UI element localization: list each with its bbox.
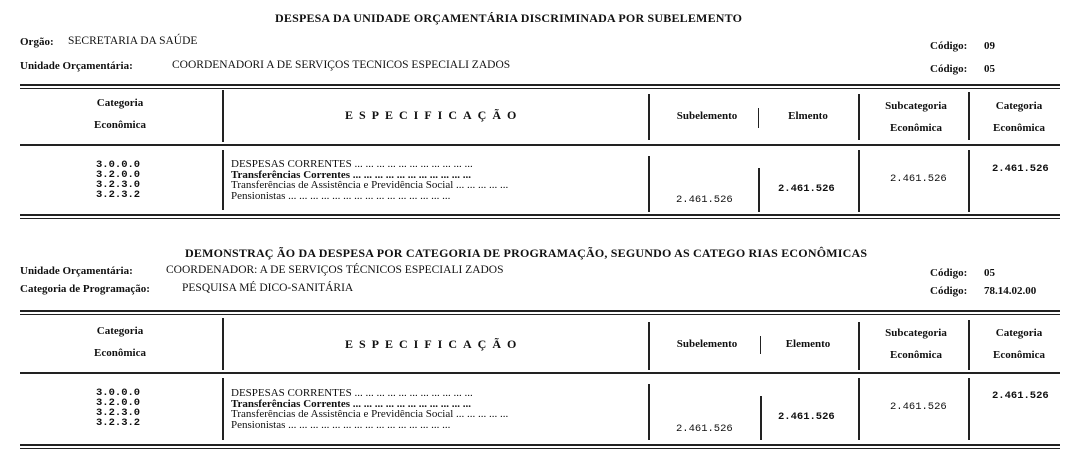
header-subcategoria (868, 322, 964, 366)
row-label: Transferências Correntes ... ... ... ... ... ... ... ... ... ... ... (231, 397, 472, 410)
header-categoria-line1: Categoria (995, 100, 1043, 112)
row-codes (96, 388, 140, 428)
header-elemento: Elmento (788, 110, 828, 122)
row-labels (231, 388, 508, 430)
codigo-label-unidade-2: Código: (930, 267, 968, 279)
table2-col-divider (968, 378, 970, 440)
codigo-value-unidade: 05 (984, 63, 995, 75)
row-code: 3.2.3.0 (96, 179, 141, 191)
section1-title: DESPESA DA UNIDADE ORÇAMENTÁRIA DISCRIMINADA POR SUBELEMENTO (275, 11, 743, 25)
programacao-value: PESQUISA MÉ DICO-SANITÁRIA (182, 282, 354, 294)
header-economica: Econômica (94, 119, 146, 131)
value-subcategoria: 2.461.526 (890, 173, 947, 185)
table1-top-rule (20, 84, 1060, 86)
value-categoria: 2.461.526 (992, 163, 1049, 175)
codigo-label-orgao: Código: (930, 40, 968, 52)
row-code: 3.2.3.2 (96, 189, 141, 201)
table2-top-rule (20, 310, 1060, 312)
row-label: Transferências de Assistência e Previdência Social ... ... ... ... ... (231, 408, 509, 420)
table1-top-rule-2 (20, 88, 1060, 89)
row-label: DESPESAS CORRENTES ... ... ... ... ... ... ... ... ... ... ... (231, 158, 473, 170)
table2-col-divider (760, 336, 761, 354)
section2-title: DEMONSTRAÇ ÃO DA DESPESA POR CATEGORIA DE PROGRAMAÇÃO, SEGUNDO AS CATEGO RIAS ECONÔMICAS (185, 246, 868, 260)
header-categoria-economica (70, 92, 170, 136)
header-especificacao: ESPECIFICAÇÃO (345, 337, 523, 351)
table1-col-divider (648, 156, 650, 212)
table2-col-divider (222, 318, 224, 370)
table1-header-rule (20, 144, 1060, 146)
table1-bottom-rule (20, 214, 1060, 216)
table1-col-divider (758, 108, 759, 128)
table2-col-divider (858, 378, 860, 440)
table2-col-divider (968, 320, 970, 370)
table1-col-divider (968, 150, 970, 212)
row-code: 3.2.3.2 (96, 417, 141, 429)
header-subcategoria-line1: Subcategoria (885, 327, 947, 339)
row-label: Transferências Correntes ... ... ... ... ... ... ... ... ... ... ... (231, 168, 472, 181)
table2-col-divider (222, 378, 224, 440)
row-label: Pensionistas ... ... ... ... ... ... ... ... ... ... ... ... ... ... ... (231, 189, 451, 202)
header-subelemento: Subelemento (676, 110, 738, 122)
row-label: Pensionistas ... ... ... ... ... ... ... ... ... ... ... ... ... ... ... (231, 418, 451, 431)
row-codes (96, 160, 140, 200)
table2-top-rule-2 (20, 314, 1060, 315)
header-subcategoria-line2: Econômica (890, 122, 942, 134)
header-categoria-col (975, 322, 1063, 366)
header-categoria-line1: Categoria (995, 327, 1043, 339)
orgao-value: SECRETARIA DA SAÚDE (68, 35, 198, 47)
table1-col-divider (222, 150, 224, 210)
table1-bottom-rule-2 (20, 218, 1060, 219)
codigo-label-programacao: Código: (930, 285, 968, 297)
header-subcategoria-line2: Econômica (890, 349, 942, 361)
table2-col-divider (760, 396, 762, 440)
unidade-value-2: COORDENADOR: A DE SERVIÇOS TÉCNICOS ESPECIALI ZADOS (166, 264, 504, 276)
row-label: Transferências de Assistência e Previdência Social ... ... ... ... ... (231, 179, 509, 191)
table1-col-divider (222, 90, 224, 142)
codigo-value-orgao: 09 (984, 40, 995, 52)
value-subelemento: 2.461.526 (676, 423, 733, 435)
codigo-value-programacao: 78.14.02.00 (984, 285, 1037, 297)
row-code: 3.0.0.0 (96, 159, 141, 171)
row-labels (231, 159, 508, 201)
codigo-value-unidade-2: 05 (984, 267, 995, 279)
header-subcategoria (868, 95, 964, 139)
header-subcategoria-line1: Subcategoria (885, 100, 947, 112)
orgao-label: Orgão: (20, 36, 54, 48)
header-categoria: Categoria (96, 97, 144, 109)
header-economica: Econômica (94, 347, 146, 359)
header-subelemento: Subelemento (676, 338, 738, 350)
table2-bottom-rule (20, 444, 1060, 446)
header-categoria-col (975, 95, 1063, 139)
table2-bottom-rule-2 (20, 448, 1060, 449)
value-elemento: 2.461.526 (778, 411, 835, 423)
value-subelemento: 2.461.526 (676, 194, 733, 206)
row-code: 3.2.0.0 (96, 397, 141, 409)
row-code: 3.2.0.0 (96, 169, 141, 181)
programacao-label: Categoria de Programação: (20, 283, 150, 295)
value-elemento: 2.461.526 (778, 183, 835, 195)
header-especificacao: ESPECIFICAÇÃO (345, 108, 523, 122)
table1-col-divider (758, 168, 760, 212)
table1-col-divider (648, 94, 650, 140)
row-code: 3.0.0.0 (96, 387, 141, 399)
codigo-label-unidade: Código: (930, 63, 968, 75)
table1-col-divider (968, 92, 970, 140)
unidade-label-2: Unidade Orçamentária: (20, 265, 133, 277)
header-categoria-line2: Econômica (993, 122, 1045, 134)
value-categoria: 2.461.526 (992, 390, 1049, 402)
header-categoria-line2: Econômica (993, 349, 1045, 361)
row-label: DESPESAS CORRENTES ... ... ... ... ... ... ... ... ... ... ... (231, 387, 473, 399)
table2-col-divider (858, 322, 860, 370)
table2-header-rule (20, 372, 1060, 374)
value-subcategoria: 2.461.526 (890, 401, 947, 413)
header-elemento: Elemento (785, 338, 831, 350)
table2-col-divider (648, 322, 650, 370)
table1-col-divider (858, 150, 860, 212)
unidade-label: Unidade Orçamentária: (20, 60, 133, 72)
row-code: 3.2.3.0 (96, 407, 141, 419)
header-categoria-economica (70, 320, 170, 364)
table2-col-divider (648, 384, 650, 440)
header-categoria: Categoria (96, 325, 144, 337)
table1-col-divider (858, 94, 860, 140)
unidade-value: COORDENADORI A DE SERVIÇOS TECNICOS ESPECIALI ZADOS (172, 59, 511, 71)
